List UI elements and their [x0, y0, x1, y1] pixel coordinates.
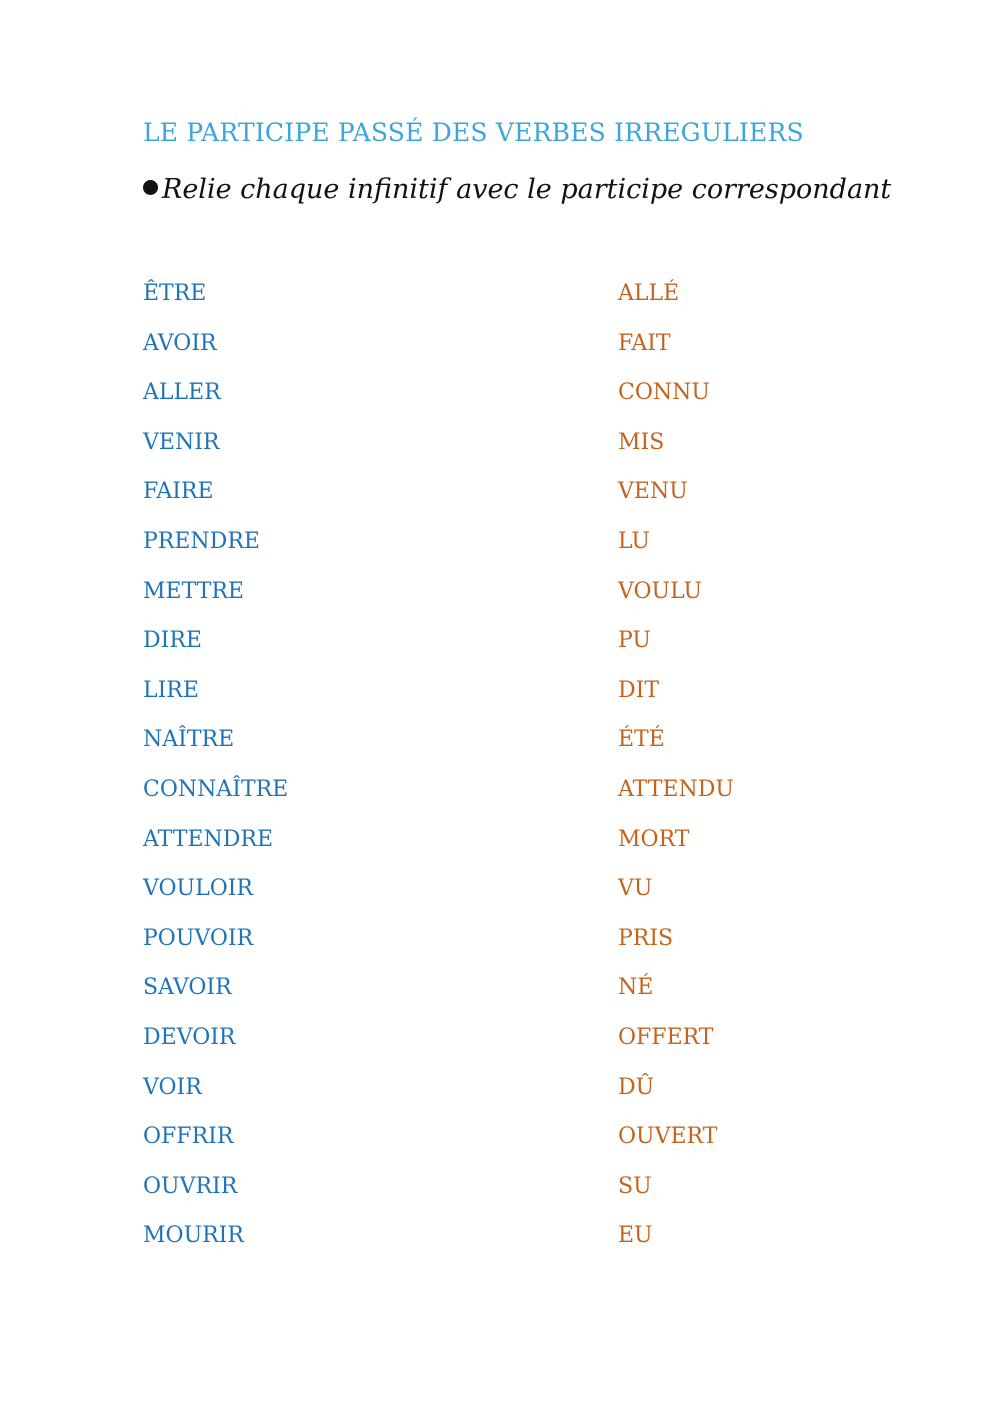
participle-item[interactable]: MORT [618, 826, 690, 852]
infinitive-item[interactable]: SAVOIR [143, 975, 232, 1001]
infinitive-item[interactable]: DIRE [143, 628, 202, 654]
participle-item[interactable]: PU [618, 628, 651, 654]
participles-list [618, 278, 734, 1270]
infinitive-item[interactable]: VOULOIR [143, 876, 253, 902]
participle-item[interactable]: VENU [618, 479, 688, 505]
participle-item[interactable]: ALLÉ [618, 281, 680, 306]
infinitive-item[interactable]: ALLER [143, 380, 221, 406]
infinitive-item[interactable]: POUVOIR [143, 925, 254, 951]
participle-item[interactable]: CONNU [618, 380, 710, 406]
participle-item[interactable]: ÉTÉ [618, 727, 665, 753]
participle-item[interactable]: ATTENDU [618, 776, 734, 802]
infinitive-item[interactable]: VOIR [143, 1074, 202, 1100]
infinitive-item[interactable]: OFFRIR [143, 1124, 234, 1150]
infinitive-item[interactable]: FAIRE [143, 479, 214, 505]
infinitive-item[interactable]: ATTENDRE [143, 826, 274, 852]
infinitive-item[interactable]: LIRE [143, 677, 199, 703]
participle-item[interactable]: SU [618, 1173, 652, 1199]
page-title: LE PARTICIPE PASSÉ DES VERBES IRREGULIERS [143, 118, 804, 147]
infinitive-item[interactable]: ÊTRE [143, 281, 207, 306]
infinitive-item[interactable]: MOURIR [143, 1223, 244, 1249]
infinitive-item[interactable]: DEVOIR [143, 1024, 236, 1050]
participle-item[interactable]: FAIT [618, 330, 671, 356]
infinitives-list [143, 278, 288, 1270]
infinitive-item[interactable]: VENIR [143, 429, 220, 455]
participle-item[interactable]: DIT [618, 677, 660, 703]
infinitive-item[interactable]: CONNAÎTRE [143, 776, 289, 802]
participle-item[interactable]: VOULU [618, 578, 703, 604]
infinitive-item[interactable]: NAÎTRE [143, 727, 235, 753]
infinitive-item[interactable]: PRENDRE [143, 528, 260, 554]
instruction [143, 174, 891, 205]
participle-item[interactable]: EU [618, 1223, 653, 1249]
infinitive-item[interactable]: OUVRIR [143, 1173, 238, 1199]
participle-item[interactable]: OFFERT [618, 1024, 714, 1050]
instruction-text: Relie chaque infinitif avec le participe correspondant [162, 174, 892, 205]
participle-item[interactable]: MIS [618, 429, 665, 455]
participle-item[interactable]: DÛ [618, 1074, 655, 1100]
participle-item[interactable]: NÉ [618, 975, 654, 1001]
participle-item[interactable]: OUVERT [618, 1124, 718, 1150]
participle-item[interactable]: LU [618, 528, 650, 554]
infinitive-item[interactable]: AVOIR [143, 330, 217, 356]
bullet-icon [143, 180, 158, 195]
participle-item[interactable]: VU [618, 876, 653, 902]
infinitive-item[interactable]: METTRE [143, 578, 244, 604]
participle-item[interactable]: PRIS [618, 925, 674, 951]
